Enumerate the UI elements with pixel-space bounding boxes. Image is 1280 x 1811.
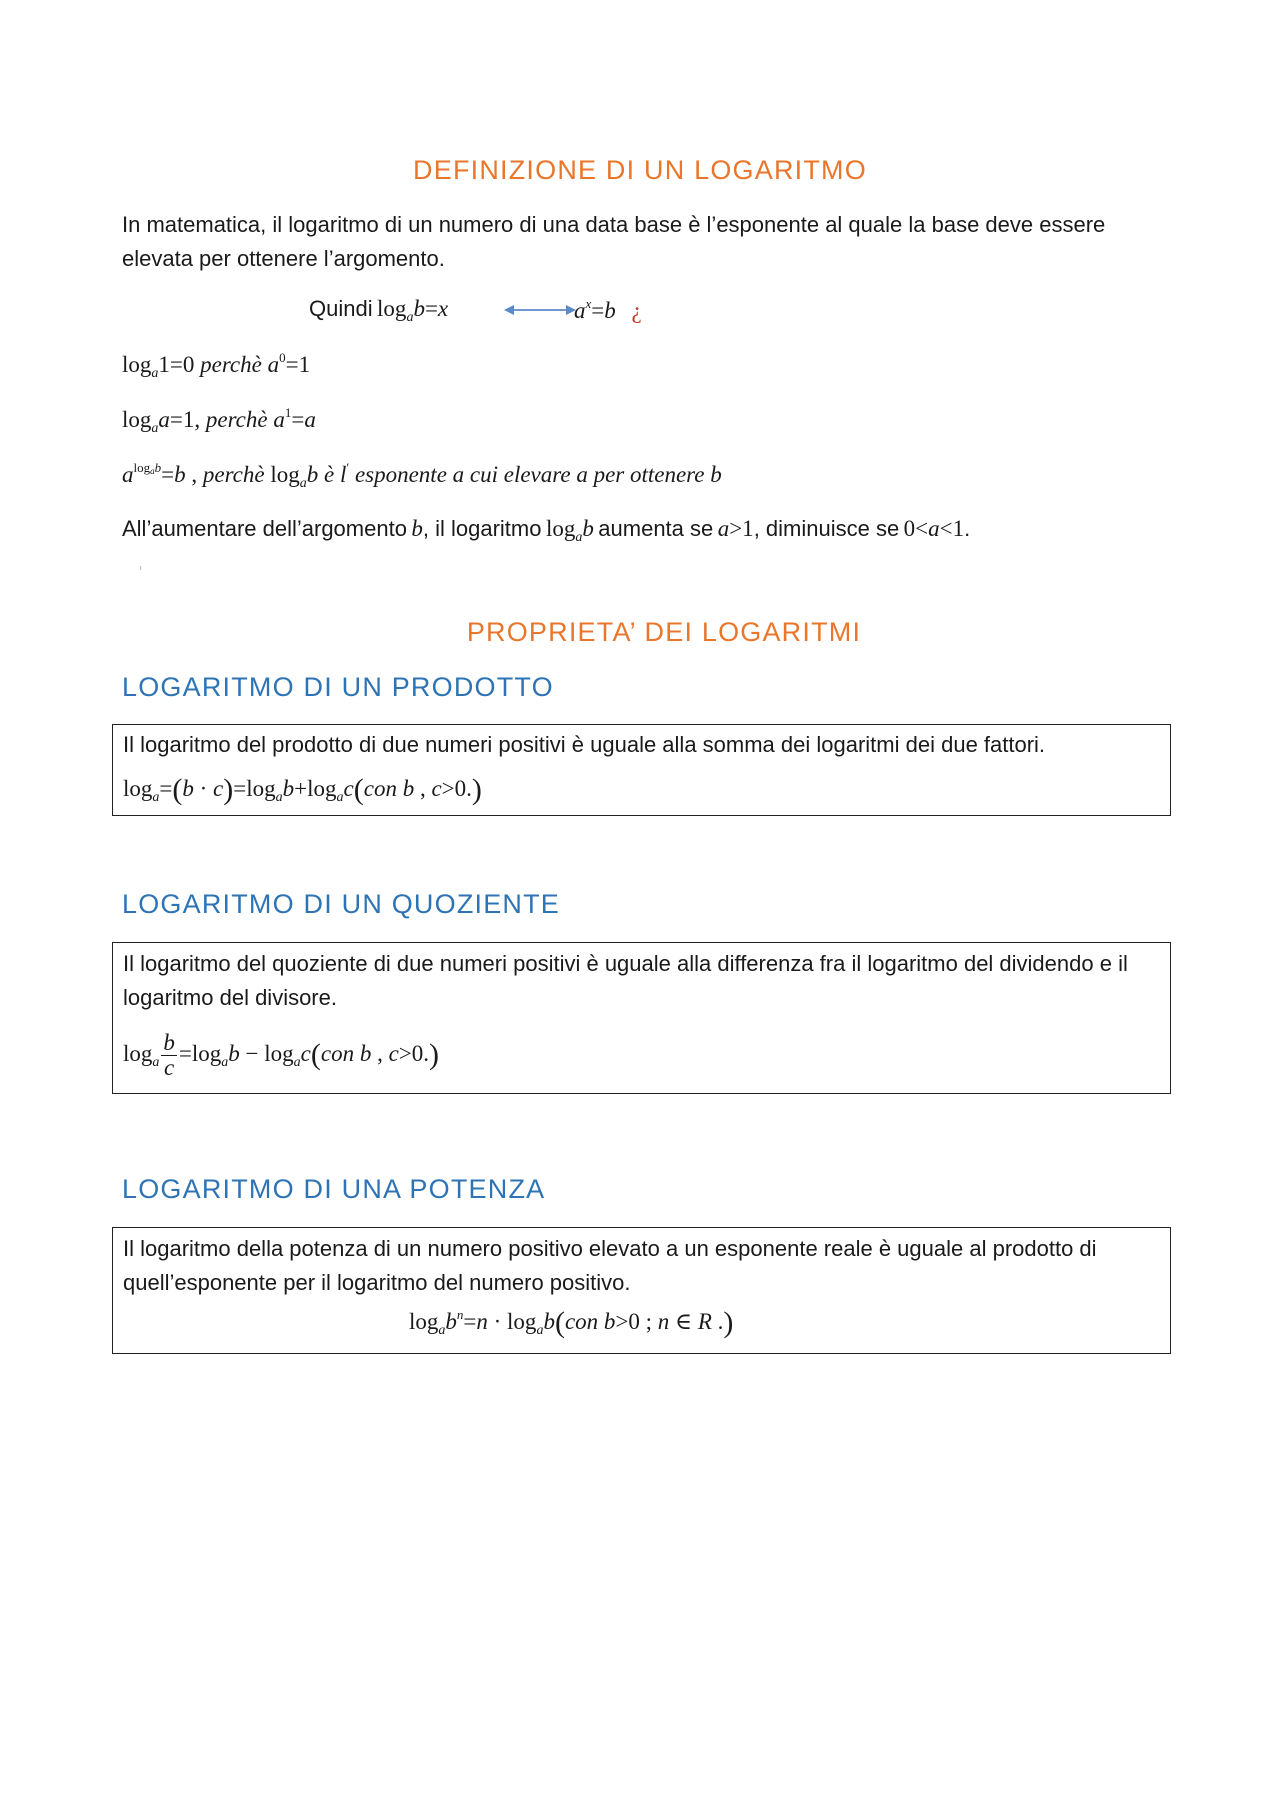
monotonic-end: . bbox=[964, 516, 971, 541]
monotonic-text-3: aumenta se bbox=[598, 516, 714, 541]
tiny-mark bbox=[140, 566, 141, 570]
monotonic-text-4: , diminuisce se bbox=[753, 516, 900, 541]
power-box bbox=[112, 1227, 1171, 1354]
definition-title: DEFINIZIONE DI UN LOGARITMO bbox=[413, 155, 867, 185]
double-arrow-icon bbox=[504, 300, 576, 320]
quotient-box bbox=[112, 942, 1171, 1094]
power-formula: $\log_ab^n=n \cdot \log_ab(con$ b>0 ; n ∈ R .) bbox=[409, 1306, 734, 1339]
quotient-title: LOGARITMO DI UN QUOZIENTE bbox=[122, 889, 561, 919]
monotonic-text-2: , il logaritmo bbox=[422, 516, 542, 541]
product-formula: $\log_a=(b \cdot c)=\log_ab+\log_ac(con$ b , c>0.) bbox=[123, 773, 482, 806]
product-text: Il logaritmo del prodotto di due numeri positivi è uguale alla somma dei logaritmi dei due fattori. bbox=[123, 732, 1046, 757]
monotonic-text-1: All’aumentare dell’argomento bbox=[122, 516, 407, 541]
power-title: LOGARITMO DI UNA POTENZA bbox=[122, 1174, 546, 1204]
monotonic-line: All’aumentare dell’argomento b, il logaritmo $\log_ab$ aumenta se a>1, diminuisce se 0<a<1. bbox=[122, 516, 971, 545]
quotient-formula: $\log_a$ $\frac{b}{c}$ $=\log_ab - \log_ac(con$ b , c>0.) bbox=[123, 1030, 440, 1080]
definition-formula: $\log_ab=x$ bbox=[377, 296, 449, 325]
formula-inverse: $a^{log_ab}=b$ , perchè $\log_ab$ è l′ esponente a cui elevare a per ottenere b bbox=[122, 460, 722, 491]
inverted-mark: ¿ bbox=[631, 298, 642, 323]
quotient-text: Il logaritmo del quoziente di due numeri positivi è uguale alla differenza fra il logaritmo del dividendo e il logaritmo del divisore. bbox=[123, 951, 1128, 1010]
power-text: Il logaritmo della potenza di un numero positivo elevato a un esponente reale è uguale al prodotto di quell’esponente per il logaritmo del numero positivo. bbox=[123, 1236, 1097, 1295]
product-title: LOGARITMO DI UN PRODOTTO bbox=[122, 672, 554, 702]
fraction-b-over-c: $\frac{b}{c}$ bbox=[163, 1030, 175, 1080]
properties-title: PROPRIETA’ DEI LOGARITMI bbox=[466, 617, 862, 647]
exponential-formula: $a^x=b$ ¿ bbox=[574, 296, 642, 323]
product-box bbox=[112, 724, 1171, 816]
formula-log-base: $\log_aa=1$, perchè $a^1=a$ bbox=[122, 405, 316, 436]
formula-log-one: $\log_a1=0$ perchè $a^0=1$ bbox=[122, 350, 311, 381]
definition-intro: In matematica, il logaritmo di un numero di una data base è l’esponente al quale la base deve essere elevata per ottenere l’argomento. bbox=[122, 212, 1106, 271]
quindi-label: Quindi bbox=[309, 296, 373, 321]
quindi-line bbox=[309, 292, 448, 328]
